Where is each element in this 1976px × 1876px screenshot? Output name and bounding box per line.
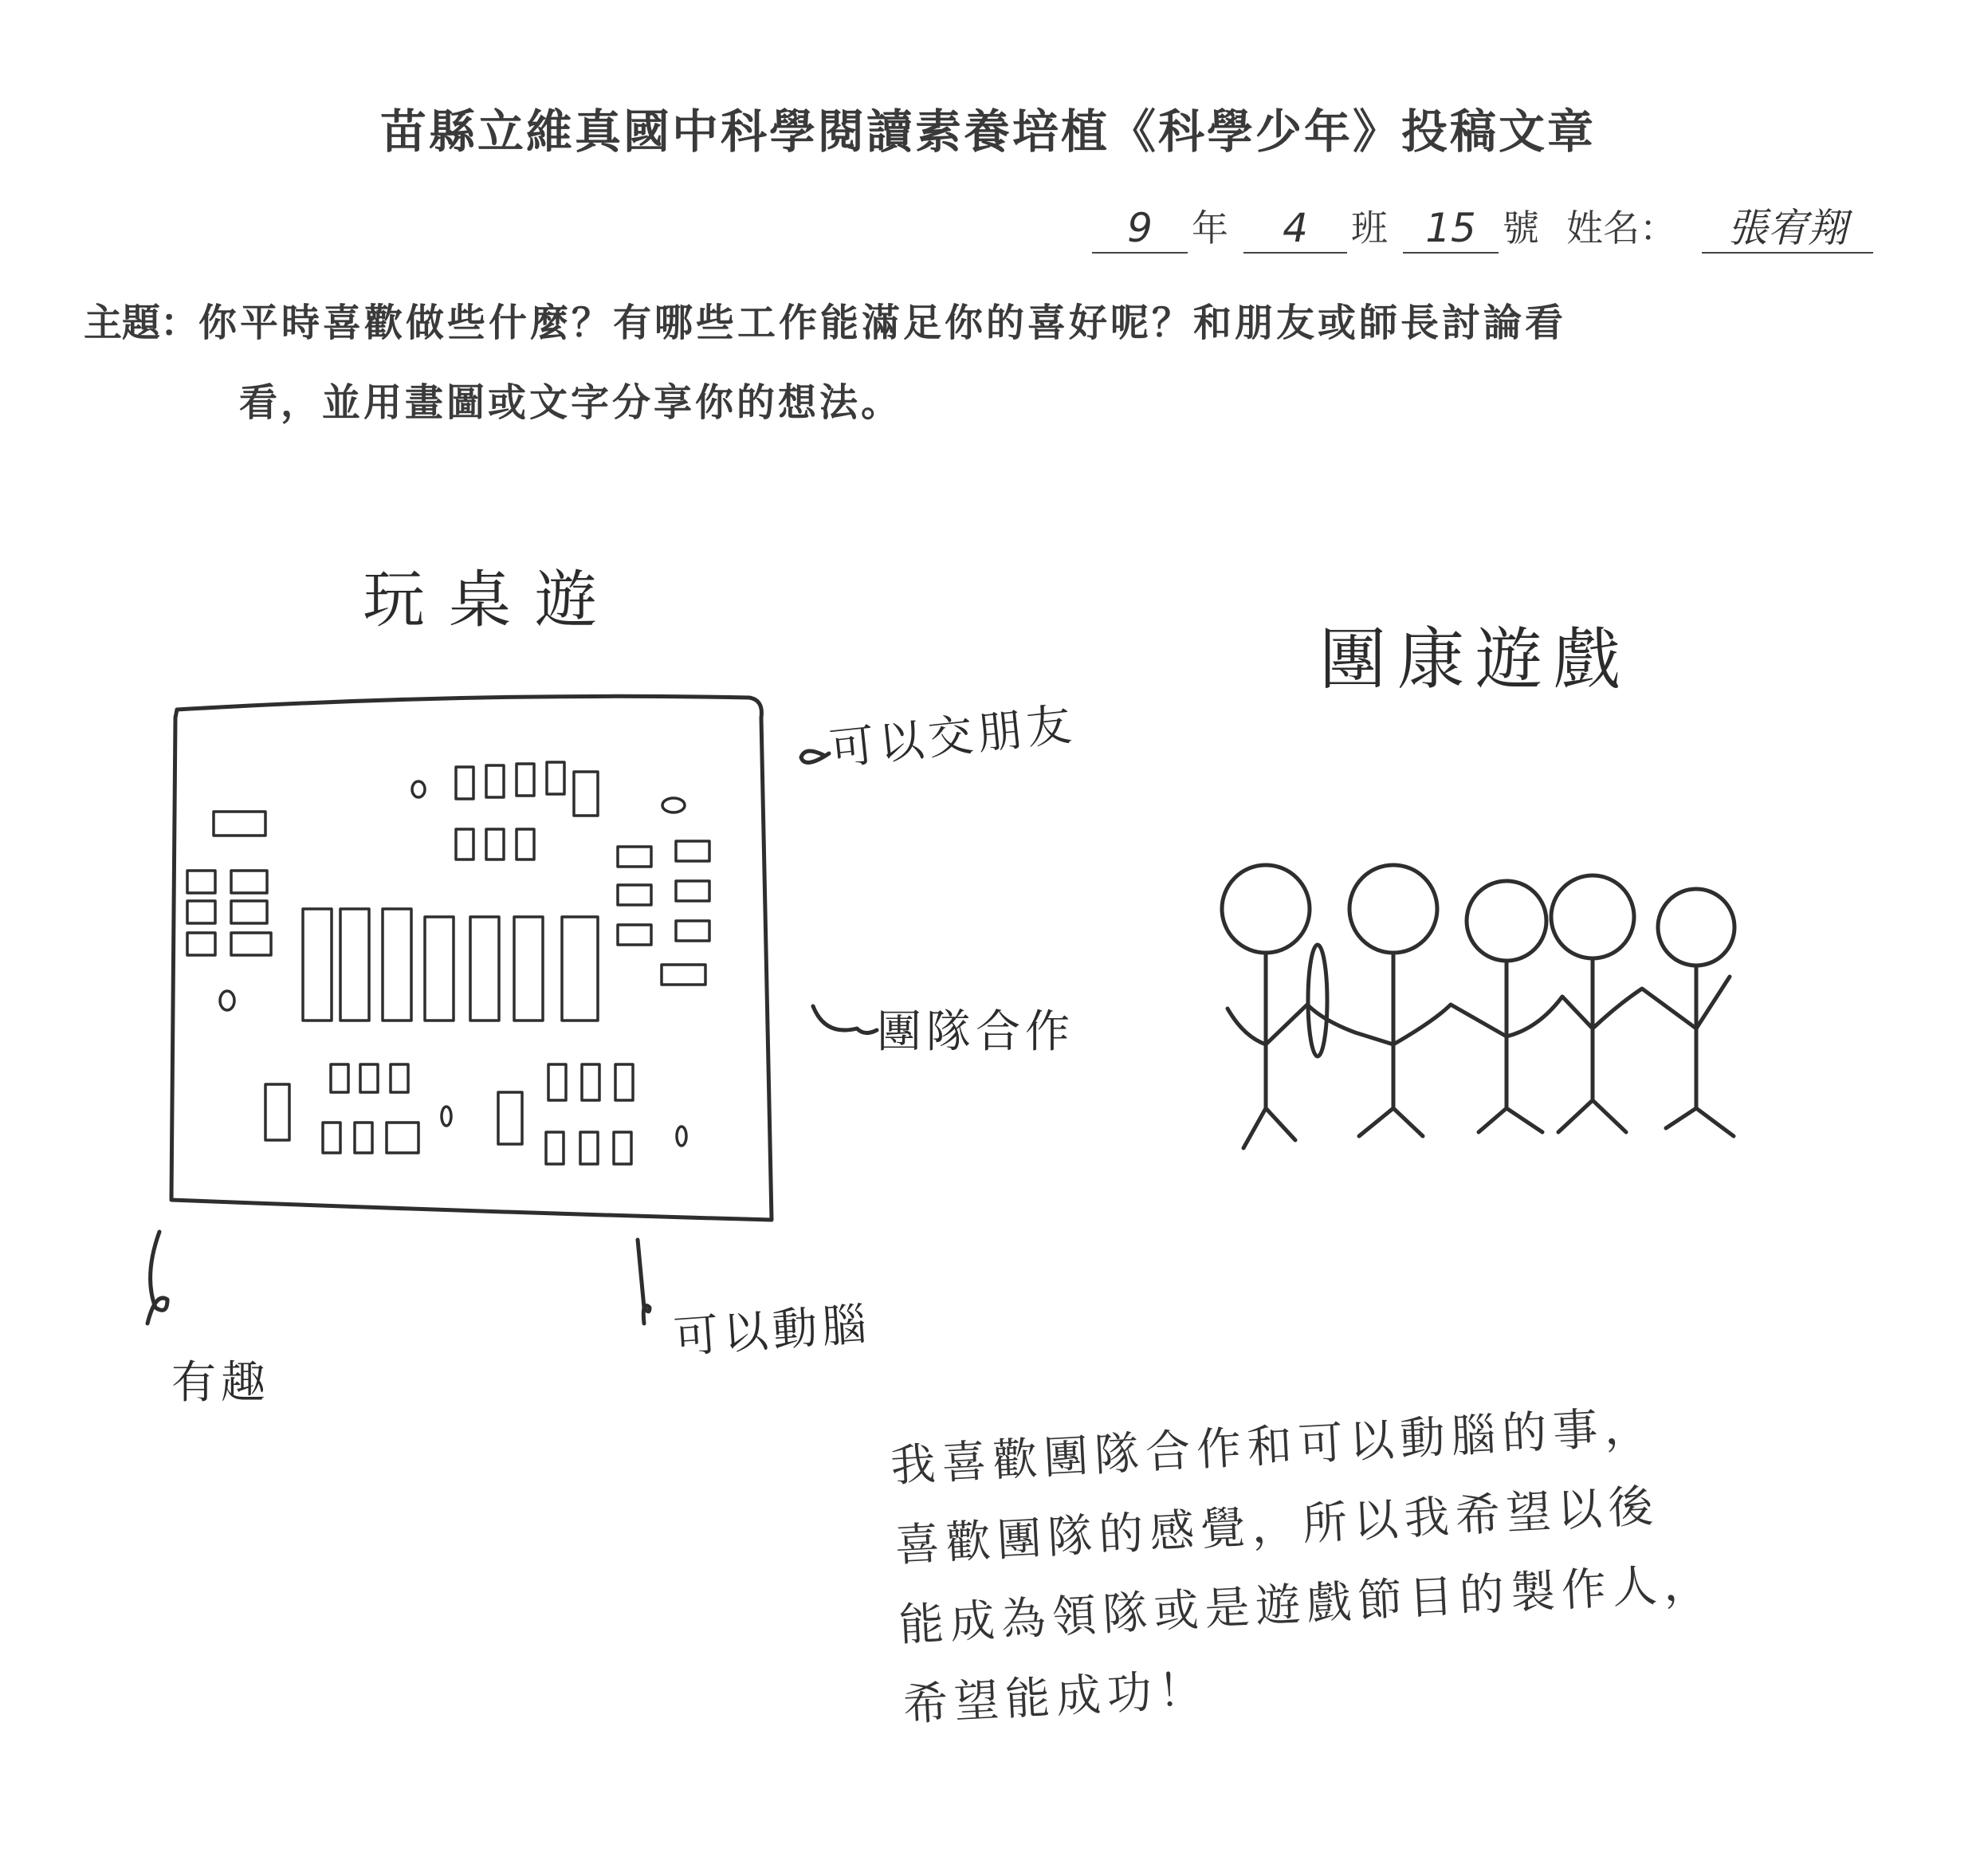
game-cards	[187, 762, 709, 1164]
topic-line-2: 看，並用畫圖或文字分享你的想法。	[239, 380, 903, 425]
note-fun: 有趣	[171, 1357, 270, 1409]
note-teamwork: 團隊合作	[877, 1006, 1074, 1058]
page-title: 苗縣立維真國中科學閱讀素養培植《科學少年》投稿文章	[379, 104, 1596, 159]
class-value: 4	[1243, 204, 1347, 254]
topic-line-1: 你平時喜歡做些什麼？有哪些工作能滿足你的喜好呢？和朋友或師長討論看	[198, 301, 1567, 345]
note-use-brain: 可以動腦	[672, 1298, 874, 1364]
class-label: 班	[1351, 206, 1388, 250]
seat-label: 號	[1503, 206, 1539, 250]
essay-paragraph	[889, 1386, 1716, 1746]
note-make-friends: 可以交朋友	[827, 698, 1079, 776]
pointer-fun	[147, 1232, 167, 1323]
essay-line: 我喜歡團隊合作和可以動腦的事，	[889, 1400, 1656, 1493]
stick-figures	[1222, 865, 1734, 1148]
essay-line: 喜歡團隊的感覺，所以我希望以後	[894, 1480, 1661, 1572]
pointer-team	[813, 1006, 877, 1033]
heading-team-game: 團康遊戲	[1319, 620, 1632, 698]
grade-label: 年	[1192, 206, 1228, 250]
essay-line: 能成為領隊或是遊戲節目的製作人，	[898, 1557, 1716, 1652]
name-value: 張宥翔	[1702, 204, 1873, 254]
grade-value: 9	[1092, 204, 1188, 254]
name-label: 姓名：	[1566, 206, 1676, 250]
essay-line: 希望能成功！	[902, 1663, 1211, 1732]
pointer-brain	[638, 1240, 650, 1323]
seat-value: 15	[1403, 204, 1499, 254]
heading-board-game: 玩桌遊	[363, 564, 622, 636]
topic-label: 主題：	[84, 301, 199, 345]
pointer-friends	[801, 751, 829, 762]
